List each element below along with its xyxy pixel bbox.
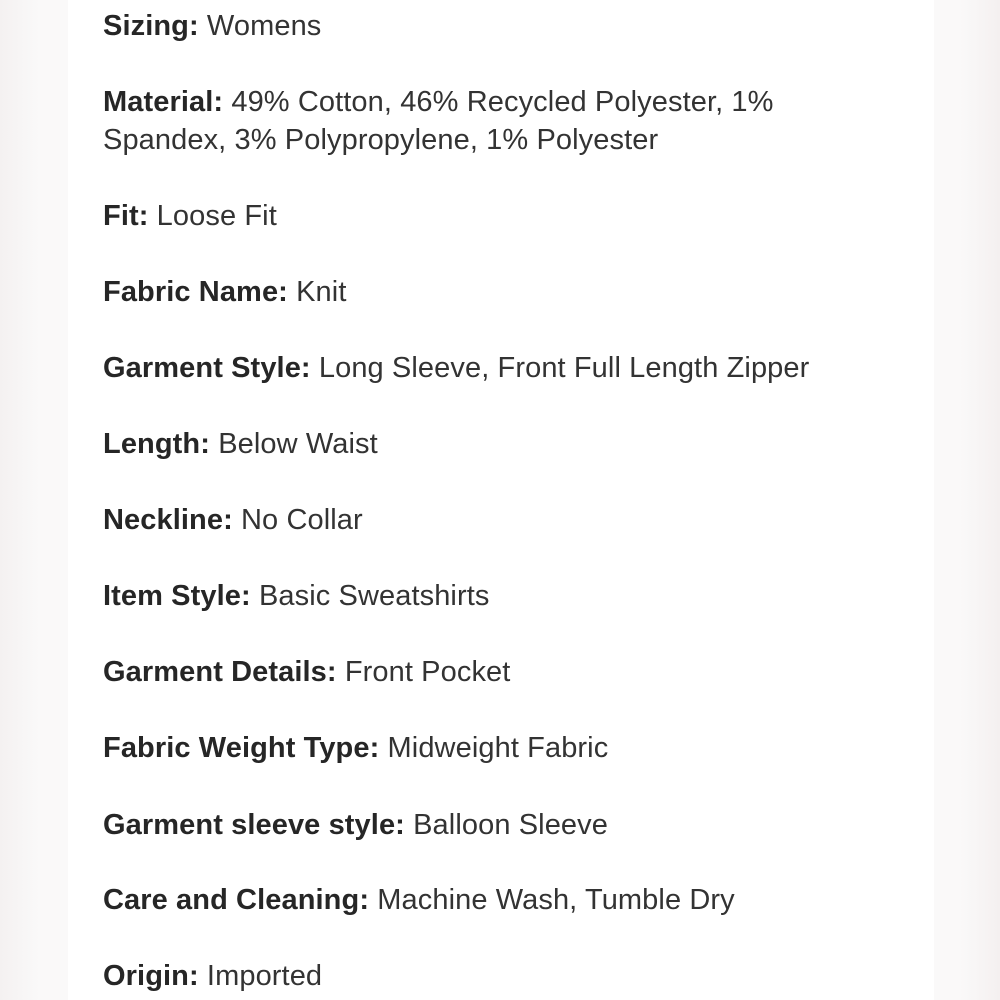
spec-neckline: [103, 501, 903, 539]
spec-value: Basic Sweatshirts: [258, 580, 490, 612]
spec-value: Front Pocket: [344, 656, 511, 688]
spec-label: Item Style:: [103, 580, 251, 612]
spec-value: Balloon Sleeve: [413, 809, 608, 841]
spec-label: Material:: [103, 86, 224, 118]
spec-garment-style: [103, 349, 903, 387]
spec-label: Origin:: [103, 960, 199, 992]
spec-value: Machine Wash, Tumble Dry: [377, 884, 735, 916]
spec-label: Neckline:: [103, 504, 233, 536]
spec-care-and-cleaning: [103, 881, 903, 919]
spec-value: Knit: [296, 276, 347, 308]
spec-value: Below Waist: [218, 428, 378, 460]
spec-label: Sizing:: [103, 10, 199, 42]
spec-value: No Collar: [241, 504, 363, 536]
spec-fabric-name: [103, 273, 903, 311]
spec-value: 49% Cotton, 46% Recycled Polyester, 1% Spandex, 3% Polypropylene, 1% Polyester: [103, 86, 774, 156]
spec-label: Garment sleeve style:: [103, 809, 405, 841]
spec-label: Garment Style:: [103, 352, 311, 384]
spec-length: [103, 425, 903, 463]
spec-label: Care and Cleaning:: [103, 884, 370, 916]
spec-sizing: [103, 7, 903, 45]
spec-label: Length:: [103, 428, 211, 460]
spec-value: Long Sleeve, Front Full Length Zipper: [318, 352, 810, 384]
spec-label: Fabric Name:: [103, 276, 288, 308]
spec-garment-sleeve-style: [103, 806, 903, 844]
spec-fit: [103, 197, 903, 235]
spec-fabric-weight-type: [103, 729, 903, 767]
spec-label: Fabric Weight Type:: [103, 732, 380, 764]
spec-material: [103, 83, 903, 159]
spec-origin: [103, 957, 903, 995]
spec-label: Garment Details:: [103, 656, 337, 688]
spec-value: Imported: [206, 960, 323, 992]
spec-value: Loose Fit: [156, 200, 277, 232]
spec-label: Fit:: [103, 200, 149, 232]
spec-value: Womens: [206, 10, 322, 42]
spec-item-style: [103, 577, 903, 615]
spec-value: Midweight Fabric: [387, 732, 609, 764]
spec-garment-details: [103, 653, 903, 691]
